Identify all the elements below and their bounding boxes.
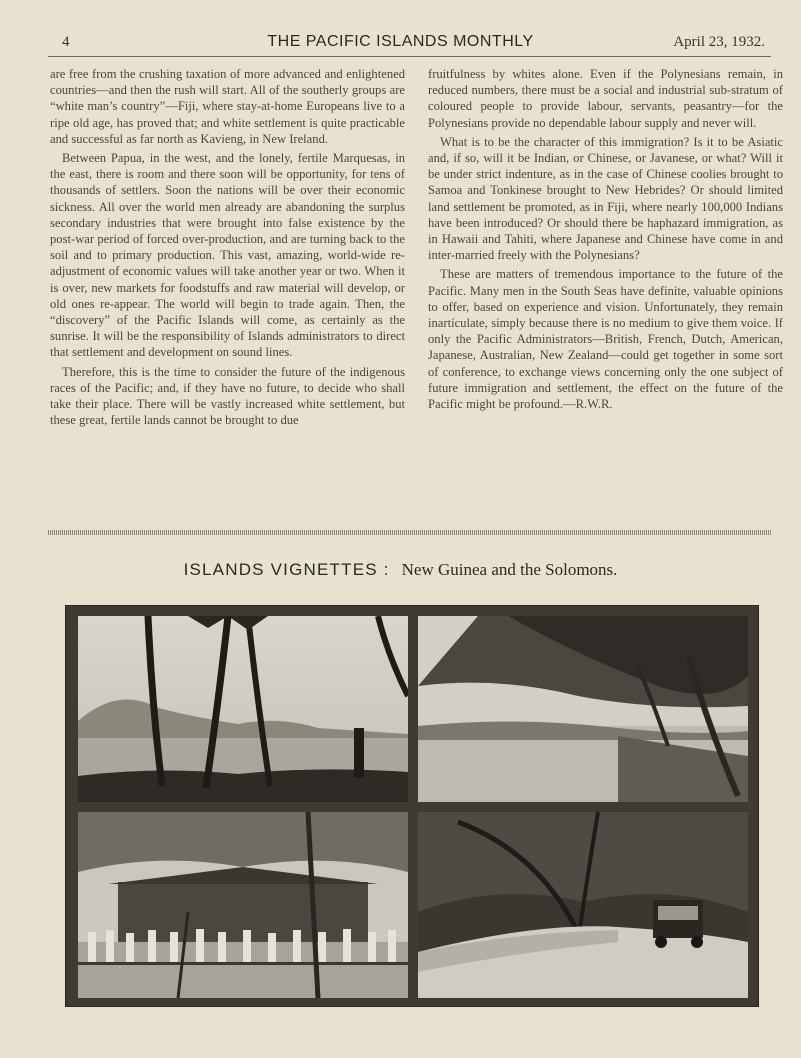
paragraph: fruitfulness by whites alone. Even if the Polynesians remain, in reduced numbers, there must be a social and industrial sub-stratum of coloured people to provide labour, servants, peasantry—for the Polynesians provide no dependable labour supply and never will. xyxy=(428,67,783,130)
article-right-column xyxy=(428,66,783,415)
photo-village-gathering xyxy=(78,812,408,998)
page-header xyxy=(0,30,801,58)
paragraph: Between Papua, in the west, and the lonely, fertile Marquesas, in the east, there is room and there soon will be opportunity, for tens of thousands of settlers. Soon the nations will be over their economic sickness. All over the world men already are abandoning the surplus secondary industries that were brought into false existence by the post-war period of forced over-production, and are turning back to the soil and to primary production. This vast, amazing, world-wide re-adjustment of economic values will take another year or two. When it is over, new markets for foodstuffs and raw material will develop, or old ones re-appear. The world will begin to trade again. Then, the “discovery” of the Pacific Islands will come, as certainly as the sunrise. It will be the responsibility of Islands administrators to direct that settlement and development on sound lines. xyxy=(50,151,405,360)
masthead-title: THE PACIFIC ISLANDS MONTHLY xyxy=(267,33,534,50)
photo-river-palms xyxy=(418,616,748,802)
section-divider xyxy=(48,530,771,535)
photo-collage xyxy=(65,605,759,1007)
paragraph: are free from the crushing taxation of more advanced and enlightened countries—and then the rush will start. All of the southerly groups are “white man’s country”—Fiji, where stay-at-home Europeans live to a ripe old age, has proved that; and white settlement is quite practicable and successful as far north as Kavieng, in New Ireland. xyxy=(50,67,405,146)
photo-coast-palms xyxy=(78,616,408,802)
header-rule xyxy=(48,56,771,57)
article-left-column xyxy=(50,66,405,431)
paragraph: What is to be the character of this immigration? Is it to be Asiatic and, if so, will it be Indian, or Chinese, or Javanese, or what? Will it be under strict indenture, as in the case of Chinese coolies brought to Samoa and Tonkinese brought to New Hebrides? Or should limited land settlement be promoted, as in Fiji, where nearly 100,000 Indians have been introduced? Or should there be haphazard immigration, as in Hawaii and Tahiti, where Japanese and Chinese have come in and inter-married freely with the Polynesians? xyxy=(428,134,783,263)
vignettes-title xyxy=(0,560,801,580)
page-number: 4 xyxy=(62,34,70,50)
paragraph: These are matters of tremendous importance to the future of the Pacific. Many men in the South Seas have definite, valuable opinions to offer, based on experience and vision. Unfortunately, they remain inartículate, simply because there is no medium to give them voice. If only the Pacific Administrators—British, French, Dutch, American, Japanese, Australian, New Zealand—could get together in some sort of conference, to exchange views concerning only the one subject of future immigration and settlement, the effect on the future of the Pacific might be profound.—R.W.R. xyxy=(428,267,783,412)
photo-road-car xyxy=(418,812,748,998)
paragraph: Therefore, this is the time to consider the future of the indigenous races of the Pacific; and, if they have no future, to decide who shall take their place. There will be vastly increased white settlement, but these great, fertile lands cannot be brought to due xyxy=(50,364,405,428)
vignettes-subheading: New Guinea and the Solomons. xyxy=(401,560,618,579)
vignettes-heading: ISLANDS VIGNETTES : xyxy=(183,560,390,579)
issue-date: April 23, 1932. xyxy=(673,34,765,50)
